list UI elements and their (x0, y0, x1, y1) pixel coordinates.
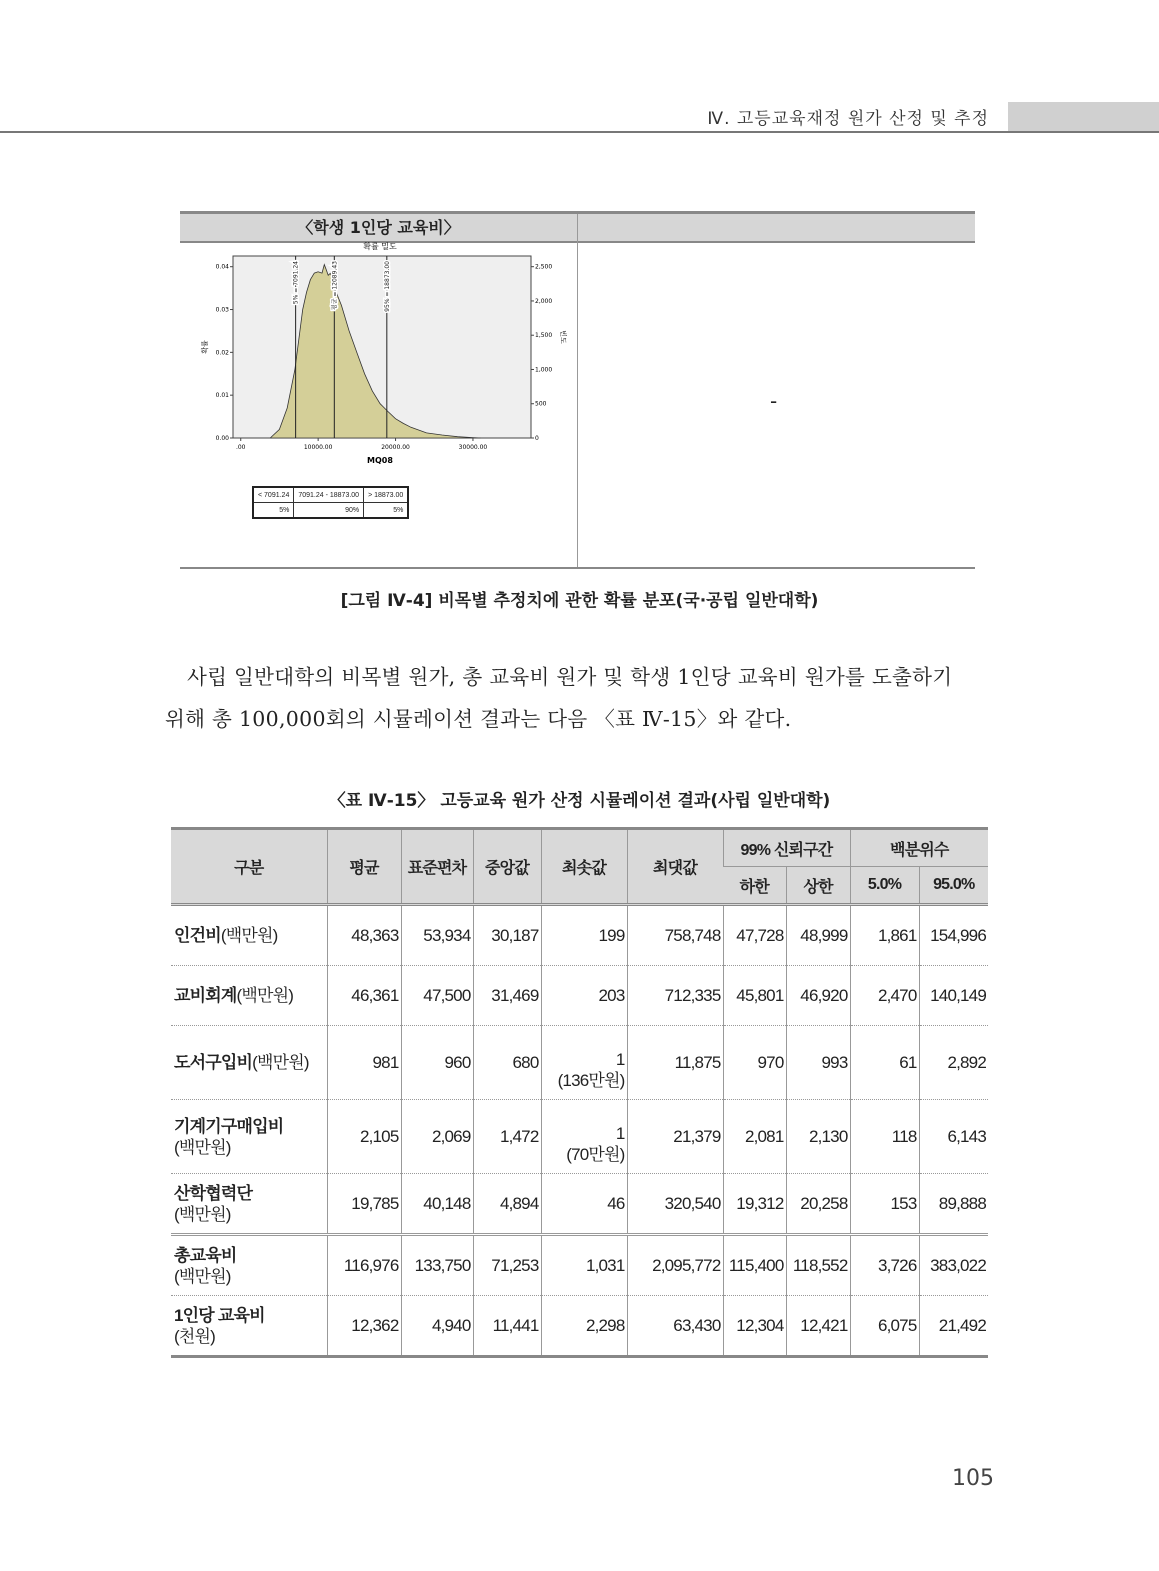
x-tick-label: 10000.00 (303, 444, 333, 451)
table-cell (327, 1174, 401, 1235)
pct-below: 5% (253, 503, 294, 519)
row-label (171, 905, 327, 966)
cell-value: 48,999 (800, 926, 848, 945)
cell-value: 6,143 (947, 1127, 986, 1146)
cell-value: 118,552 (792, 1256, 848, 1275)
table-cell (850, 1235, 919, 1296)
table-cell (786, 1235, 850, 1296)
simulation-results-table (171, 827, 988, 1358)
table-cell (919, 905, 988, 966)
cell-value: 2,069 (431, 1127, 471, 1146)
cell-value: 11,875 (674, 1053, 721, 1072)
header-rule (0, 131, 1159, 133)
table-cell (723, 1174, 786, 1235)
table-cell (327, 905, 401, 966)
table-cell (627, 1235, 723, 1296)
row-label (171, 966, 327, 1026)
cell-value: 12,421 (800, 1316, 848, 1335)
table-cell (786, 966, 850, 1026)
marker-label: 평균 = 12089.43 (331, 261, 339, 311)
table-cell (919, 1174, 988, 1235)
table-cell (401, 1235, 473, 1296)
cell-value: 89,888 (938, 1194, 986, 1213)
cell-value: 970 (757, 1053, 784, 1072)
table-cell (473, 1296, 541, 1357)
row-unit: (백만원) (174, 1266, 231, 1286)
cell-value: 981 (372, 1053, 399, 1072)
row-label (171, 1296, 327, 1357)
table-cell (786, 1296, 850, 1357)
table-title: 〈표 Ⅳ-15〉 고등교육 원가 산정 시뮬레이션 결과(사립 일반대학) (328, 791, 831, 811)
y-axis-label: 확률 (201, 340, 209, 354)
row-unit: (백만원) (174, 1204, 231, 1224)
table-cell (919, 1235, 988, 1296)
cell-value: 19,785 (351, 1194, 399, 1213)
row-unit: (백만원) (220, 926, 278, 945)
cell-value: 153 (890, 1194, 917, 1213)
cell-value: 19,312 (736, 1194, 784, 1213)
cell-value: 383,022 (930, 1256, 986, 1275)
table-row (171, 1026, 988, 1100)
table-cell (541, 1296, 627, 1357)
cell-note: (70만원) (566, 1144, 625, 1164)
table-cell (627, 1100, 723, 1174)
marker-label: 95% = 18873.00 (383, 261, 391, 312)
cell-value: 1 (615, 1123, 625, 1143)
cell-value: 2,470 (877, 986, 917, 1005)
table-row (171, 1174, 988, 1235)
cell-value: 133,750 (414, 1256, 471, 1275)
table-cell (627, 966, 723, 1026)
cell-value: 118 (891, 1127, 917, 1146)
table-cell (786, 905, 850, 966)
table-cell (627, 1296, 723, 1357)
table-cell (919, 1026, 988, 1100)
cell-value: 61 (899, 1053, 917, 1072)
table-cell (327, 1296, 401, 1357)
cell-value: 40,148 (423, 1194, 471, 1213)
cell-value: 6,075 (877, 1316, 917, 1335)
cell-value: 12,304 (736, 1316, 784, 1335)
chart-summary-table (252, 486, 409, 519)
cell-value: 46,920 (800, 986, 848, 1005)
cell-value: 116,976 (343, 1256, 399, 1275)
table-cell (327, 1026, 401, 1100)
x-tick-label: 20000.00 (381, 444, 410, 451)
figure-panel-title: 〈학생 1인당 교육비〉 (297, 218, 460, 237)
cell-value: 320,540 (664, 1194, 721, 1213)
table-cell (786, 1100, 850, 1174)
row-label (171, 1100, 327, 1174)
table-cell (723, 1026, 786, 1100)
header-ci: 99% 신뢰구간 (723, 829, 850, 867)
cell-value: 154,996 (930, 926, 986, 945)
table-cell (850, 1100, 919, 1174)
row-unit: (백만원) (174, 1137, 231, 1157)
y-right-tick-label: 1,000 (535, 366, 553, 374)
y-right-tick-label: 500 (535, 400, 547, 408)
row-label (171, 1174, 327, 1235)
table-cell (541, 1026, 627, 1100)
y-tick-label: 0.00 (215, 435, 229, 442)
cell-value: 2,892 (947, 1053, 986, 1072)
range-below: < 7091.24 (253, 487, 294, 503)
table-cell (541, 1174, 627, 1235)
figure-panel (180, 211, 975, 569)
page-number: 105 (952, 1466, 994, 1491)
y-tick-label: 0.01 (215, 392, 229, 400)
y-right-tick-label: 2,000 (535, 297, 553, 305)
header-percentile: 백분위수 (850, 829, 988, 867)
cell-value: 1,472 (499, 1127, 539, 1146)
header-ci-low: 하한 (723, 867, 786, 905)
y-tick-label: 0.04 (215, 263, 229, 271)
table-cell (327, 1235, 401, 1296)
table-row (171, 1100, 988, 1174)
row-label (171, 1026, 327, 1100)
table-cell (723, 1296, 786, 1357)
table-cell (850, 1174, 919, 1235)
pct-middle: 90% (294, 503, 364, 519)
table-row (171, 905, 988, 966)
row-label (171, 1235, 327, 1296)
table-cell (401, 905, 473, 966)
marker-label: 5% = 7091.24 (292, 261, 300, 305)
row-name: 1인당 교육비 (174, 1305, 265, 1325)
y-right-tick-label: 0 (535, 435, 539, 442)
figure-right-value: - (770, 389, 778, 413)
table-cell (401, 1100, 473, 1174)
cell-value: 993 (821, 1053, 848, 1072)
cell-value: 199 (598, 926, 625, 945)
row-unit: (백만원) (252, 1053, 309, 1072)
header-tab-block (1008, 102, 1159, 132)
table-row (171, 1296, 988, 1357)
body-paragraph-line-2: 위해 총 100,000회의 시뮬레이션 결과는 다음 〈표 Ⅳ-15〉와 같다. (165, 707, 792, 731)
table-cell (541, 1235, 627, 1296)
cell-note: (136만원) (557, 1070, 625, 1090)
table-cell (473, 1235, 541, 1296)
cell-value: 47,728 (736, 926, 784, 945)
header-max: 최댓값 (627, 829, 723, 905)
range-middle: 7091.24 - 18873.00 (294, 487, 364, 503)
table-cell (327, 1100, 401, 1174)
y-right-tick-label: 1,500 (535, 332, 553, 340)
header-mean: 평균 (327, 829, 401, 905)
header-p95: 95.0% (919, 867, 988, 905)
cell-value: 71,253 (491, 1256, 539, 1275)
table-cell (401, 1174, 473, 1235)
cell-value: 1,861 (877, 926, 917, 945)
cell-value: 12,362 (351, 1316, 399, 1335)
table-cell (541, 966, 627, 1026)
cell-value: 46,361 (351, 986, 399, 1005)
table-cell (919, 1100, 988, 1174)
cell-value: 1 (615, 1049, 625, 1069)
table-cell (919, 1296, 988, 1357)
table-cell (723, 905, 786, 966)
y-right-tick-label: 2,500 (535, 263, 553, 271)
row-name: 교비회계 (174, 986, 237, 1005)
table-cell (541, 905, 627, 966)
cell-value: 712,335 (664, 986, 721, 1005)
cell-value: 140,149 (930, 986, 986, 1005)
table-cell (473, 1100, 541, 1174)
table-cell (473, 1174, 541, 1235)
pct-above: 5% (364, 503, 409, 519)
body-paragraph-line-1: 사립 일반대학의 비목별 원가, 총 교육비 원가 및 학생 1인당 교육비 원가를 도출하기 (187, 665, 953, 689)
row-unit: (백만원) (236, 986, 294, 1005)
table-cell (850, 966, 919, 1026)
cell-value: 47,500 (423, 986, 471, 1005)
y-tick-label: 0.02 (215, 349, 229, 357)
table-cell (473, 1026, 541, 1100)
cell-value: 46 (607, 1194, 625, 1213)
cell-value: 2,105 (359, 1127, 399, 1146)
row-name: 총교육비 (174, 1245, 237, 1265)
figure-divider (577, 214, 578, 567)
table-cell (850, 1026, 919, 1100)
table-cell (723, 1100, 786, 1174)
range-above: > 18873.00 (364, 487, 409, 503)
cell-value: 3,726 (877, 1256, 917, 1275)
cell-value: 63,430 (673, 1316, 721, 1335)
table-cell (723, 966, 786, 1026)
header-ci-high: 상한 (786, 867, 850, 905)
table-cell (327, 966, 401, 1026)
x-tick-label: 30000.00 (458, 444, 488, 451)
header-p5: 5.0% (850, 867, 919, 905)
table-row (171, 966, 988, 1026)
y-right-axis-label: 빈도 (559, 330, 567, 344)
row-name: 산학협력단 (174, 1183, 253, 1203)
table-cell (850, 905, 919, 966)
cell-value: 45,801 (736, 986, 784, 1005)
table-row (171, 1235, 988, 1296)
cell-value: 11,441 (492, 1316, 539, 1335)
running-header: Ⅳ. 고등교육재정 원가 산정 및 추정 (707, 109, 989, 129)
table-cell (723, 1235, 786, 1296)
header-min: 최솟값 (541, 829, 627, 905)
cell-value: 1,031 (585, 1256, 625, 1275)
row-name: 인건비 (174, 926, 221, 945)
table-cell (473, 905, 541, 966)
cell-value: 31,469 (491, 986, 539, 1005)
y-tick-label: 0.03 (215, 306, 229, 314)
cell-value: 2,081 (744, 1127, 784, 1146)
table-cell (919, 966, 988, 1026)
cell-value: 20,258 (800, 1194, 848, 1213)
table-cell (401, 1296, 473, 1357)
table-cell (786, 1174, 850, 1235)
header-sd: 표준편차 (401, 829, 473, 905)
cell-value: 21,379 (673, 1127, 721, 1146)
header-median: 중앙값 (473, 829, 541, 905)
row-unit: (천원) (174, 1326, 215, 1346)
table-cell (850, 1296, 919, 1357)
table-cell (473, 966, 541, 1026)
chart-title: 확률 밀도 (363, 242, 397, 251)
cell-value: 30,187 (491, 926, 539, 945)
cell-value: 2,130 (808, 1127, 848, 1146)
x-tick-label: .00 (235, 444, 246, 451)
header-category: 구분 (171, 829, 327, 905)
row-name: 기계기구매입비 (174, 1116, 284, 1136)
table-cell (627, 905, 723, 966)
x-axis-label: MQ08 (367, 456, 393, 465)
table-cell (401, 966, 473, 1026)
cell-value: 4,894 (499, 1194, 539, 1213)
table-cell (786, 1026, 850, 1100)
table-cell (627, 1026, 723, 1100)
cell-value: 758,748 (664, 926, 721, 945)
cell-value: 960 (444, 1053, 471, 1072)
cell-value: 2,298 (585, 1316, 625, 1335)
cell-value: 21,492 (938, 1316, 986, 1335)
cell-value: 2,095,772 (652, 1256, 721, 1275)
cell-value: 4,940 (431, 1316, 471, 1335)
cell-value: 53,934 (423, 926, 471, 945)
row-name: 도서구입비 (174, 1053, 253, 1072)
table-cell (401, 1026, 473, 1100)
figure-caption: [그림 Ⅳ-4] 비목별 추정치에 관한 확률 분포(국·공립 일반대학) (340, 591, 819, 611)
cell-value: 48,363 (351, 926, 399, 945)
table-cell (541, 1100, 627, 1174)
cell-value: 115,400 (728, 1256, 784, 1275)
cell-value: 680 (512, 1053, 539, 1072)
cell-value: 203 (598, 986, 625, 1005)
table-cell (627, 1174, 723, 1235)
